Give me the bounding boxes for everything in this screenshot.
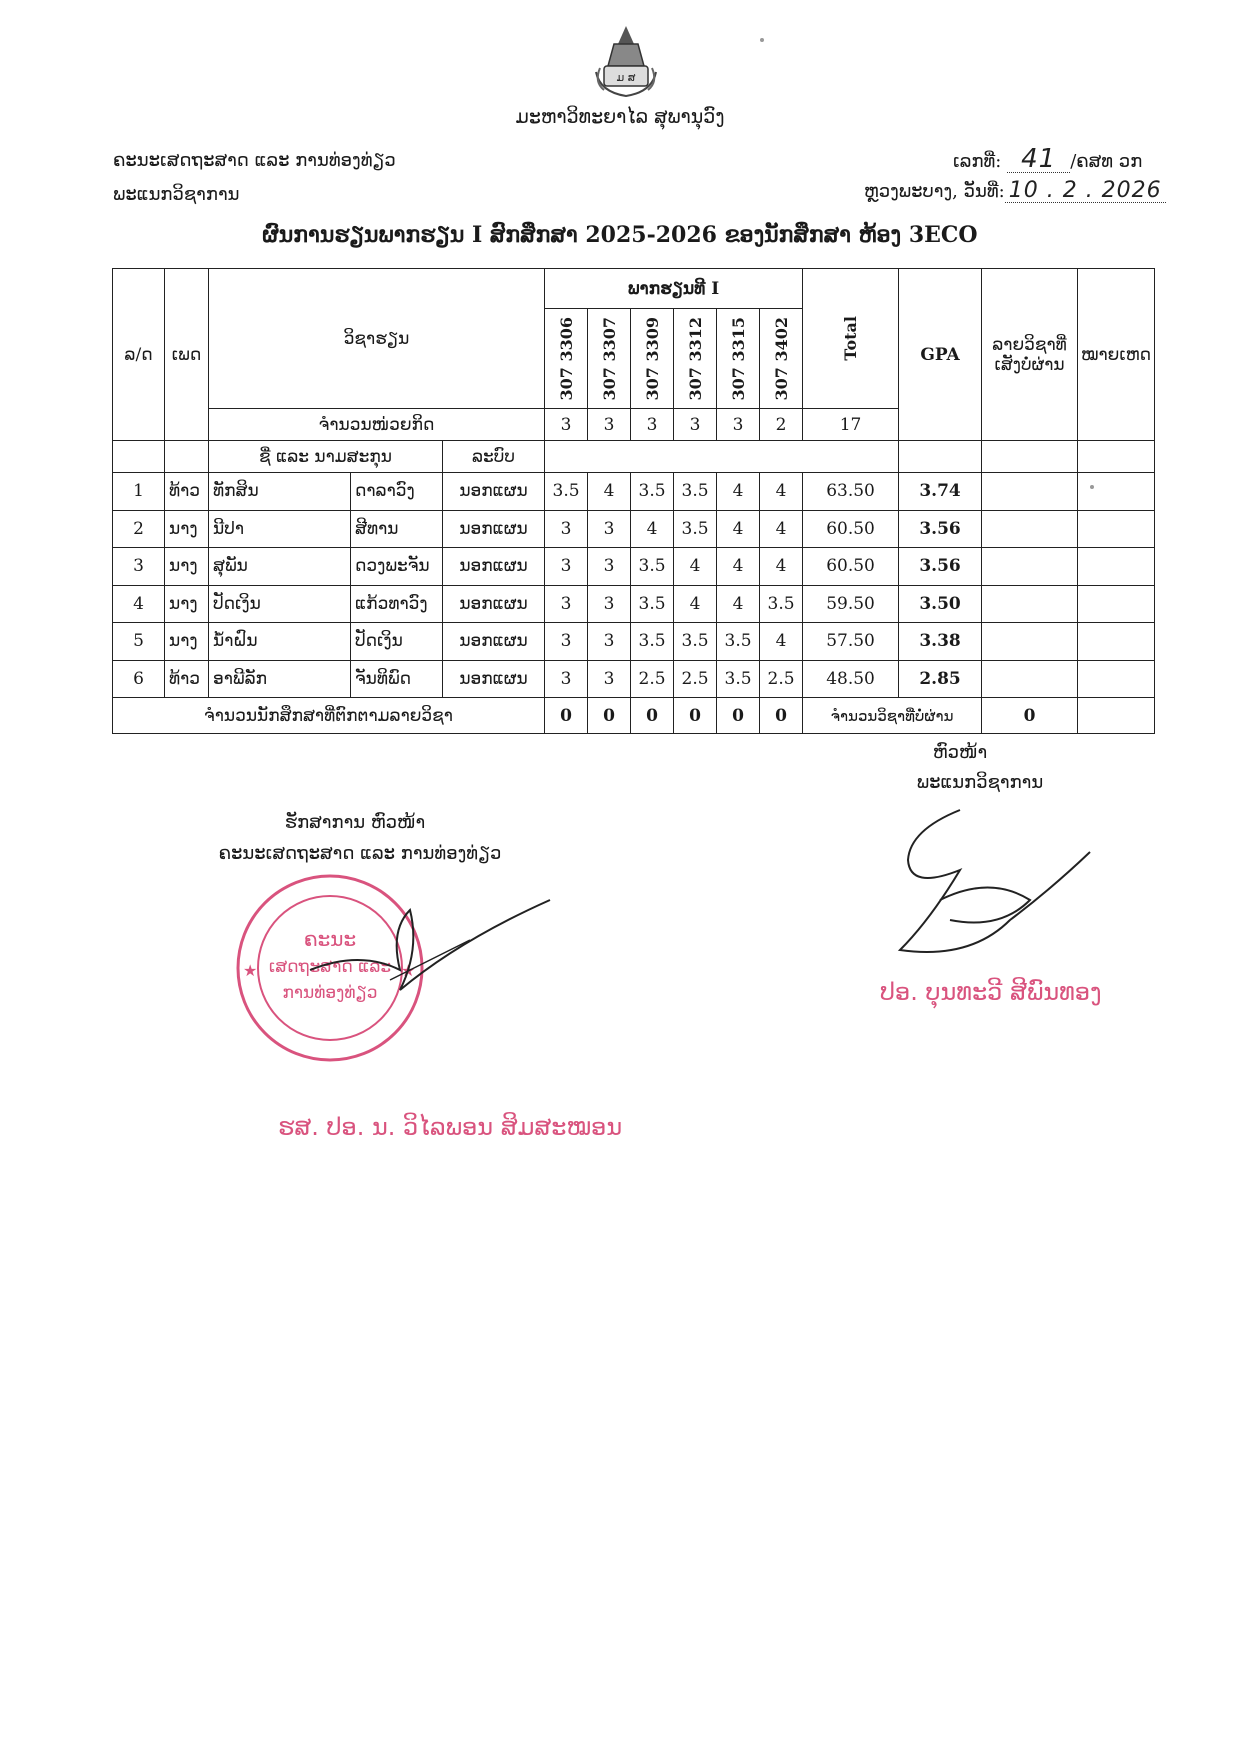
grade-value: 3 — [588, 623, 631, 661]
credit-value: 3 — [631, 409, 674, 441]
course-code-cell — [717, 309, 760, 409]
student-failed-subjects — [982, 585, 1078, 623]
student-gpa: 3.56 — [899, 510, 982, 548]
course-code-cell — [545, 309, 588, 409]
faculty-name: ຄະນະເສດຖະສາດ ແລະ ການທ່ອງທ່ຽວ — [113, 150, 396, 171]
student-gender: ນາງ — [165, 510, 209, 548]
header-gender: ເພດ — [165, 269, 209, 441]
grade-value: 4 — [760, 473, 803, 511]
student-no: 3 — [113, 548, 165, 586]
footer-label: ຈຳນວນນັກສຶກສາທີ່ຕົກຕາມລາຍວິຊາ — [113, 698, 545, 734]
credit-value: 2 — [760, 409, 803, 441]
student-total: 48.50 — [803, 660, 899, 698]
right-signer-name: ປອ. ບຸນທະວີ ສີພົນທອງ — [880, 978, 1102, 1006]
student-gpa: 3.50 — [899, 585, 982, 623]
credit-value: 3 — [588, 409, 631, 441]
footer-failed-label: ຈຳນວນວິຊາທີ່ບໍ່ຜ່ານ — [803, 698, 982, 734]
student-mode: ນອກແຜນ — [443, 660, 545, 698]
grade-value: 3.5 — [631, 548, 674, 586]
student-first-name: ອາພີລັກ — [209, 660, 351, 698]
course-code: 307 3315 — [728, 316, 748, 401]
grade-value: 3.5 — [674, 510, 717, 548]
grade-value: 3.5 — [674, 623, 717, 661]
department-name: ພະແນກວິຊາການ — [113, 184, 240, 205]
student-gpa: 3.56 — [899, 548, 982, 586]
student-first-name: ນີປາ — [209, 510, 351, 548]
grade-value: 2.5 — [631, 660, 674, 698]
grade-value: 3.5 — [760, 585, 803, 623]
student-row — [113, 548, 1155, 586]
course-code: 307 3402 — [771, 316, 791, 401]
student-total: 60.50 — [803, 510, 899, 548]
grade-value: 4 — [717, 585, 760, 623]
student-failed-subjects — [982, 660, 1078, 698]
mode-header: ລະບົບ — [443, 441, 545, 473]
grade-value: 3.5 — [631, 473, 674, 511]
student-no: 5 — [113, 623, 165, 661]
header-total-cell — [803, 269, 899, 409]
student-total: 59.50 — [803, 585, 899, 623]
credit-value: 3 — [674, 409, 717, 441]
scan-mark — [1090, 485, 1094, 489]
student-mode: ນອກແຜນ — [443, 473, 545, 511]
date-value: 10 . 2 . 2026 — [1008, 178, 1162, 203]
grade-value: 3 — [545, 660, 588, 698]
course-code: 307 3312 — [685, 316, 705, 401]
grade-value: 3 — [588, 510, 631, 548]
student-failed-subjects — [982, 510, 1078, 548]
student-remark — [1078, 510, 1155, 548]
grade-value: 4 — [588, 473, 631, 511]
date-line — [864, 178, 1166, 203]
student-remark — [1078, 473, 1155, 511]
student-last-name: ຈັນທິພົດ — [351, 660, 443, 698]
student-total: 63.50 — [803, 473, 899, 511]
reference-line — [953, 144, 1142, 174]
emblem-text: ມ ສ — [616, 71, 636, 84]
student-last-name: ປັດເງິນ — [351, 623, 443, 661]
date-label: ຫຼວງພະບາງ, ວັນທີ່: — [864, 181, 1005, 202]
student-no: 6 — [113, 660, 165, 698]
grade-value: 3 — [545, 510, 588, 548]
student-row — [113, 473, 1155, 511]
header-semester: ພາກຮຽນທີ I — [545, 269, 803, 309]
header-no: ລ/ດ — [113, 269, 165, 441]
course-code-cell — [760, 309, 803, 409]
name-header: ຊື່ ແລະ ນາມສະກຸນ — [209, 441, 443, 473]
grade-value: 4 — [717, 548, 760, 586]
grade-value: 4 — [631, 510, 674, 548]
grade-value: 3 — [545, 548, 588, 586]
reference-suffix: /ຄສທ ວກ — [1070, 151, 1143, 172]
student-total: 57.50 — [803, 623, 899, 661]
reference-label: ເລກທີ່: — [953, 151, 1008, 172]
student-no: 2 — [113, 510, 165, 548]
credit-value: 3 — [545, 409, 588, 441]
grade-value: 3 — [545, 623, 588, 661]
footer-value: 0 — [674, 698, 717, 734]
stamp-line-3: ການທ່ອງທ່ຽວ — [282, 983, 378, 1003]
student-remark — [1078, 585, 1155, 623]
header-subject: ວິຊາຮຽນ — [209, 269, 545, 409]
grade-value: 4 — [674, 585, 717, 623]
student-remark — [1078, 548, 1155, 586]
student-gpa: 3.38 — [899, 623, 982, 661]
student-last-name: ດາລາວົງ — [351, 473, 443, 511]
credits-total: 17 — [803, 409, 899, 441]
student-first-name: ສຸພັນ — [209, 548, 351, 586]
credits-label: ຈຳນວນໜ່ວຍກິດ — [209, 409, 545, 441]
course-code-cell — [631, 309, 674, 409]
footer-value: 0 — [760, 698, 803, 734]
grade-value: 4 — [674, 548, 717, 586]
grade-value: 4 — [760, 510, 803, 548]
grade-value: 3.5 — [717, 660, 760, 698]
course-code-cell — [674, 309, 717, 409]
course-code: 307 3309 — [642, 316, 662, 401]
student-first-name: ທັກສິນ — [209, 473, 351, 511]
stamp-line-2: ເສດຖະສາດ ແລະ — [268, 957, 392, 977]
left-signer-title-1: ຮັກສາການ ຫົວໜ້າ — [284, 812, 426, 833]
footer-value: 0 — [717, 698, 760, 734]
svg-text:★: ★ — [243, 961, 258, 980]
course-code-cell — [588, 309, 631, 409]
student-gpa: 3.74 — [899, 473, 982, 511]
student-gender: ທ້າວ — [165, 660, 209, 698]
student-row — [113, 510, 1155, 548]
student-mode: ນອກແຜນ — [443, 548, 545, 586]
empty-band — [545, 441, 899, 473]
document-title: ຜົນການຮຽນພາກຮຽນ I ສົກສຶກສາ 2025-2026 ຂອງນັກສຶກສາ ຫ້ອງ 3ECO — [262, 222, 978, 248]
right-signer-title-1: ຫົວໜ້າ — [932, 742, 988, 763]
student-last-name: ແກ້ວທາວົງ — [351, 585, 443, 623]
header-remark: ໝາຍເຫດ — [1078, 269, 1155, 441]
grade-value: 3.5 — [631, 585, 674, 623]
grade-value: 3.5 — [545, 473, 588, 511]
student-failed-subjects — [982, 473, 1078, 511]
student-gender: ນາງ — [165, 585, 209, 623]
grade-value: 4 — [717, 473, 760, 511]
student-gpa: 2.85 — [899, 660, 982, 698]
svg-text:★: ★ — [401, 961, 416, 980]
student-mode: ນອກແຜນ — [443, 585, 545, 623]
grade-value: 4 — [717, 510, 760, 548]
left-signer-title-2: ຄະນະເສດຖະສາດ ແລະ ການທ່ອງທ່ຽວ — [218, 843, 502, 864]
student-mode: ນອກແຜນ — [443, 510, 545, 548]
grades-table — [112, 268, 1155, 734]
grade-value: 3.5 — [674, 473, 717, 511]
student-failed-subjects — [982, 548, 1078, 586]
student-last-name: ດວງພະຈັນ — [351, 548, 443, 586]
scan-mark — [760, 38, 764, 42]
university-emblem-icon — [590, 22, 662, 102]
course-code: 307 3307 — [599, 316, 619, 401]
university-name: ມະຫາວິທະຍາໄລ ສຸພານຸວົງ — [515, 106, 725, 128]
footer-value: 0 — [545, 698, 588, 734]
footer-failed-value: 0 — [982, 698, 1078, 734]
credit-value: 3 — [717, 409, 760, 441]
grade-value: 4 — [760, 623, 803, 661]
grade-value: 3.5 — [631, 623, 674, 661]
student-row — [113, 660, 1155, 698]
student-no: 1 — [113, 473, 165, 511]
student-first-name: ນ້ຳຝົນ — [209, 623, 351, 661]
grade-value: 3 — [588, 585, 631, 623]
student-total: 60.50 — [803, 548, 899, 586]
student-no: 4 — [113, 585, 165, 623]
grade-value: 3 — [545, 585, 588, 623]
right-signer-title-2: ພະແນກວິຊາການ — [916, 772, 1044, 793]
stamp-line-1: ຄະນະ — [303, 927, 357, 951]
right-signature-icon — [890, 800, 1100, 970]
header-total: Total — [841, 316, 861, 361]
reference-number: 41 — [1021, 144, 1057, 174]
header-gpa: GPA — [899, 269, 982, 441]
student-remark — [1078, 660, 1155, 698]
student-mode: ນອກແຜນ — [443, 623, 545, 661]
grade-value: 3 — [588, 660, 631, 698]
grade-value: 3.5 — [717, 623, 760, 661]
course-code: 307 3306 — [556, 316, 576, 401]
left-signature-icon — [300, 890, 560, 1010]
grade-value: 2.5 — [674, 660, 717, 698]
left-signer-name: ຮສ. ປອ. ນ. ວິໄລພອນ ສິມສະໝອນ — [278, 1113, 623, 1141]
student-row — [113, 623, 1155, 661]
grade-value: 3 — [588, 548, 631, 586]
grade-value: 4 — [760, 548, 803, 586]
student-gender: ນາງ — [165, 623, 209, 661]
grade-value: 2.5 — [760, 660, 803, 698]
student-failed-subjects — [982, 623, 1078, 661]
student-gender: ນາງ — [165, 548, 209, 586]
student-row — [113, 585, 1155, 623]
student-gender: ທ້າວ — [165, 473, 209, 511]
header-failed-subjects: ລາຍວິຊາທີ່ເສັງບໍ່ຜ່ານ — [982, 269, 1078, 441]
footer-value: 0 — [631, 698, 674, 734]
student-remark — [1078, 623, 1155, 661]
footer-value: 0 — [588, 698, 631, 734]
student-first-name: ປັດເງິນ — [209, 585, 351, 623]
student-last-name: ສີທານ — [351, 510, 443, 548]
